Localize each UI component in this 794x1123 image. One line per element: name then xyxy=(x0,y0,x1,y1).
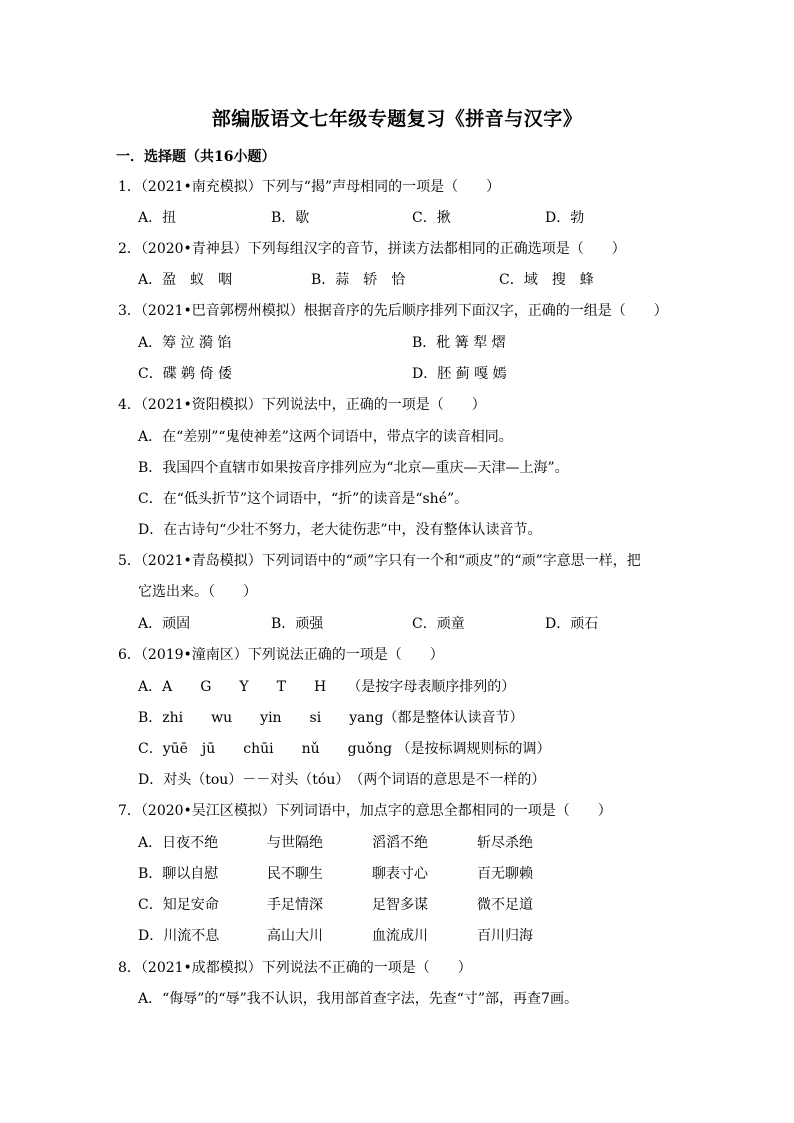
q7-c-word-3: 足智多谋 xyxy=(372,897,428,913)
document-title: 部编版语文七年级专题复习《拼音与汉字》 xyxy=(211,108,583,130)
q1-option-c: C．揪 xyxy=(412,210,451,226)
q7-a-word-4: 斩尽杀绝 xyxy=(477,835,533,851)
q7-d-word-1: D．川流不息 xyxy=(138,928,220,944)
q6-option-c: C．yūē jū chūi nǔ guǒng （是按标调规则标的调） xyxy=(138,741,551,757)
q7-b-word-1: B．聊以自慰 xyxy=(138,866,219,882)
question-4-stem: 4．（2021•资阳模拟）下列说法中，正确的一项是（ ） xyxy=(118,397,486,413)
q1-option-a: A．扭 xyxy=(138,210,177,226)
q7-d-word-3: 血流成川 xyxy=(372,928,428,944)
question-5-stem: 5．（2021•青岛模拟）下列词语中的“顽”字只有一个和“顽皮”的“顽”字意思一样，把 xyxy=(118,553,641,569)
q2-option-a: A．盈 蚁 咽 xyxy=(138,272,233,288)
q4-option-c: C．在“低头折节”这个词语中，“折”的读音是“shé”。 xyxy=(138,491,469,507)
q7-a-word-2: 与世隔绝 xyxy=(267,835,323,851)
q8-option-a: A．“侮辱”的“辱”我不认识，我用部首查字法，先查“寸”部，再查7画。 xyxy=(138,991,578,1007)
q7-c-word-1: C．知足安命 xyxy=(138,897,219,913)
question-3-stem: 3．（2021•巴音郭楞州模拟）根据音序的先后顺序排列下面汉字，正确的一组是（ ） xyxy=(118,303,668,319)
q5-option-b: B．顽强 xyxy=(271,616,324,632)
q6-option-b: B．zhi wu yin si yang（都是整体认读音节） xyxy=(138,710,524,726)
q5-option-a: A．顽固 xyxy=(138,616,191,632)
q2-option-c: C．域 搜 蜂 xyxy=(499,272,594,288)
q7-d-word-4: 百川归海 xyxy=(477,928,533,944)
q7-c-word-2: 手足情深 xyxy=(267,897,323,913)
question-6-stem: 6．（2019•潼南区）下列说法正确的一项是（ ） xyxy=(118,647,444,663)
q7-d-word-2: 高山大川 xyxy=(267,928,323,944)
q4-option-d: D．在古诗句“少壮不努力，老大徒伤悲”中，没有整体认读音节。 xyxy=(138,522,542,538)
q7-b-word-2: 民不聊生 xyxy=(267,866,323,882)
q6-option-d: D．对头（tou）－－对头（tóu） （两个词语的意思是不一样的） xyxy=(138,772,546,788)
q1-option-d: D．勃 xyxy=(545,210,585,226)
q7-b-word-4: 百无聊赖 xyxy=(477,866,533,882)
q3-option-d: D．胚 蓟 嘎 嫣 xyxy=(412,366,507,382)
q1-option-b: B．歇 xyxy=(271,210,310,226)
q7-c-word-4: 微不足道 xyxy=(477,897,533,913)
question-7-stem: 7．（2020•吴江区模拟）下列词语中，加点字的意思全都相同的一项是（ ） xyxy=(118,803,612,819)
q6-option-a: A．A G Y T H （是按字母表顺序排列的） xyxy=(138,679,516,695)
question-8-stem: 8．（2021•成都模拟）下列说法不正确的一项是（ ） xyxy=(118,960,472,976)
q3-option-c: C．碟 鹈 倚 倭 xyxy=(138,366,233,382)
q7-a-word-3: 滔滔不绝 xyxy=(372,835,428,851)
section-heading: 一．选择题（共16小题） xyxy=(116,149,276,165)
q7-a-word-1: A．日夜不绝 xyxy=(138,835,219,851)
q2-option-b: B．蒜 轿 恰 xyxy=(311,272,406,288)
question-2-stem: 2．（2020•青神县）下列每组汉字的音节，拼读方法都相同的正确选项是（ ） xyxy=(118,241,626,257)
q3-option-b: B．秕 篝 犁 熠 xyxy=(412,335,506,351)
q5-option-d: D．顽石 xyxy=(545,616,599,632)
q5-option-c: C．顽童 xyxy=(412,616,465,632)
question-5-stem-cont: 它选出来。（ ） xyxy=(138,584,257,600)
q7-b-word-3: 聊表寸心 xyxy=(372,866,428,882)
q3-option-a: A．筹 泣 漪 馅 xyxy=(138,335,232,351)
q4-option-b: B．我国四个直辖市如果按音序排列应为“北京—重庆—天津—上海”。 xyxy=(138,460,569,476)
q4-option-a: A．在“差别”“鬼使神差”这两个词语中，带点字的读音相同。 xyxy=(138,429,513,445)
question-1-stem: 1．（2021•南充模拟）下列与“揭”声母相同的一项是（ ） xyxy=(118,179,501,195)
